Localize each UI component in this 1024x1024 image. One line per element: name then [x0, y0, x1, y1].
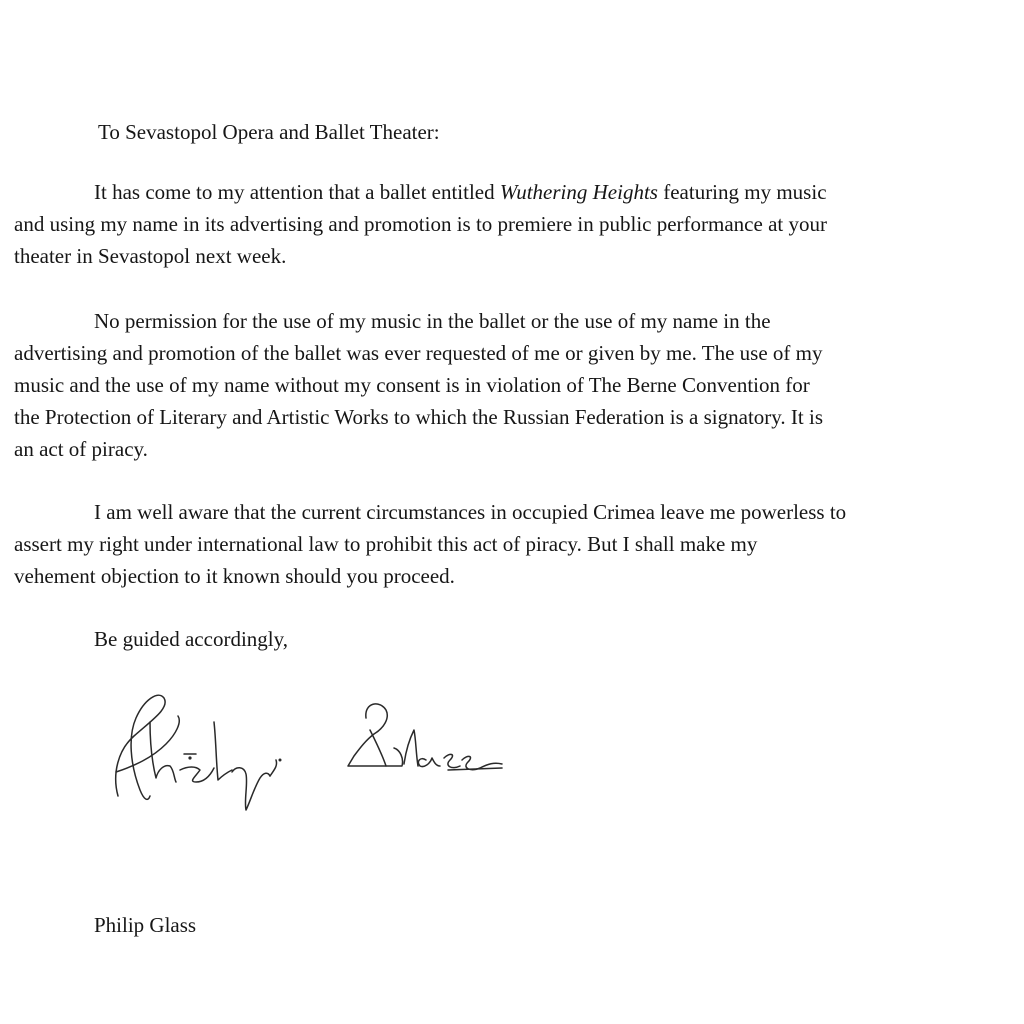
paragraph-1-line-1-start: It has come to my attention that a ballet entitled	[94, 180, 500, 204]
signature-image	[104, 678, 524, 818]
paragraph-3-line-2: assert my right under international law to prohibit this act of piracy. But I shall make my	[14, 532, 758, 556]
paragraph-1-line-1-end: featuring my music	[657, 180, 827, 204]
paragraph-1-line-2: and using my name in its advertising and promotion is to premiere in public performance at your	[14, 212, 827, 236]
salutation: To Sevastopol Opera and Ballet Theater:	[98, 120, 440, 144]
paragraph-1-line-3: theater in Sevastopol next week.	[14, 244, 287, 268]
paragraph-3-line-3: vehement objection to it known should you proceed.	[14, 564, 455, 588]
paragraph-2-line-5: an act of piracy.	[14, 437, 148, 461]
handwritten-signature	[104, 678, 524, 818]
paragraph-1-line-1	[94, 177, 827, 207]
ballet-title: Wuthering Heights	[499, 180, 658, 204]
paragraph-3-line-1: I am well aware that the current circumstances in occupied Crimea leave me powerless to	[94, 500, 847, 524]
closing: Be guided accordingly,	[94, 627, 288, 651]
signer-name: Philip Glass	[94, 913, 197, 937]
paragraph-2-line-1: No permission for the use of my music in the ballet or the use of my name in the	[94, 309, 771, 333]
paragraph-2-line-4: the Protection of Literary and Artistic Works to which the Russian Federation is a signatory. It is	[14, 405, 823, 429]
paragraph-2-line-2: advertising and promotion of the ballet was ever requested of me or given by me. The use of my	[14, 341, 823, 365]
paragraph-2-line-3: music and the use of my name without my consent is in violation of The Berne Convention for	[14, 373, 810, 397]
